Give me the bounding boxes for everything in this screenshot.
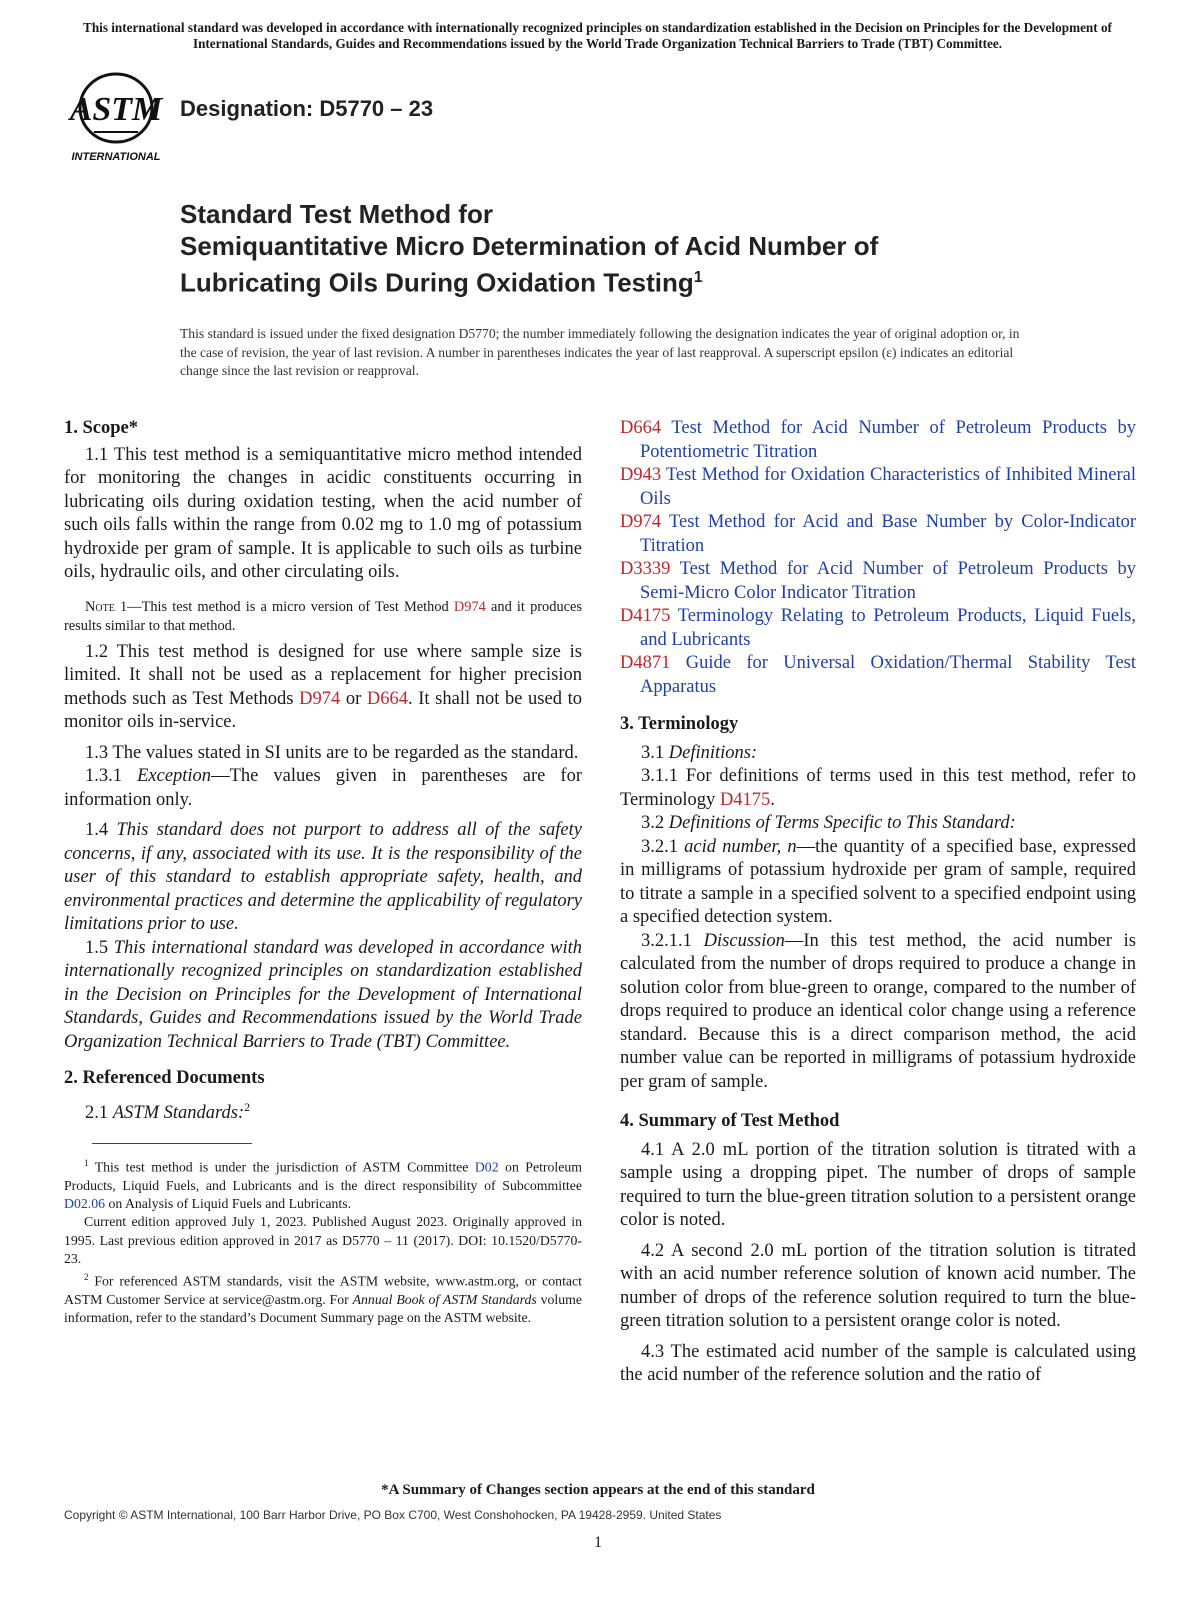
reference-item <box>620 464 1136 511</box>
para-1-3-1 <box>64 765 582 812</box>
reference-code-d974[interactable]: D974 <box>620 512 662 532</box>
reference-code-d3339[interactable]: D3339 <box>620 559 671 579</box>
footnote-1-text-c: on Analysis of Liquid Fuels and Lubricants. <box>105 1196 352 1212</box>
note-1 <box>64 598 582 636</box>
para-1-1: 1.1 This test method is a semiquantitative micro method intended for monitoring the changes in acidic constituents occurring in lubricating oils during oxidation testing, when the acid number of such oils falls within the range from 0.02 mg to 1.0 mg of potassium hydroxide per gram of sample. It is applicable to such oils as turbine oils, hydraulic oils, and other circulating oils. <box>64 444 582 582</box>
title-line-1: Standard Test Method for <box>180 199 493 229</box>
astm-logo <box>64 70 172 166</box>
para-1-5 <box>64 937 582 1055</box>
footnote-2-text-b: volume information, refer to the standard’s Document Summary page on the ASTM website. <box>64 1291 582 1325</box>
reference-item <box>620 511 1136 558</box>
para-3-2 <box>620 812 1136 836</box>
para-1-3: 1.3 The values stated in SI units are to be regarded as the standard. <box>85 742 579 763</box>
footnote-2-mark: 2 <box>84 1271 89 1282</box>
footnote-1-mark: 1 <box>84 1158 89 1169</box>
title-footnote-mark: 1 <box>693 269 703 286</box>
para-2-1-sup: 2 <box>244 1099 251 1114</box>
footnote-1-edition: Current edition approved July 1, 2023. Published August 2023. Originally approved in 1995. Last previous edition approved in 2017 as D5770 – 11 (2017). DOI: 10.1520/D5770-23. <box>64 1214 582 1266</box>
para-1-2 <box>64 641 582 735</box>
footnote-1-ref-d0206[interactable]: D02.06 <box>64 1196 106 1212</box>
para-3-2-text: Definitions of Terms Specific to This Standard: <box>668 813 1016 833</box>
reference-title[interactable]: Test Method for Acid and Base Number by Color-Indicator Titration <box>640 512 1136 556</box>
note-1-text-a: —This test method is a micro version of Test Method <box>127 598 454 615</box>
document-title <box>180 198 1080 299</box>
copyright: Copyright © ASTM International, 100 Barr Harbor Drive, PO Box C700, West Conshohocken, PA 19428-2959. United States <box>64 1508 722 1522</box>
para-2-1-text: ASTM Standards: <box>112 1102 245 1123</box>
footnote-1-text-b: on Petroleum Products, Liquid Fuels, and Lubricants and is the direct responsibility of Subcommittee <box>64 1159 582 1193</box>
para-3-1-1-text-b: . <box>770 789 775 810</box>
footnote-2 <box>64 1268 582 1327</box>
para-1-3-1-text: —The values given in parentheses are for information only. <box>64 766 583 810</box>
para-1-2-text-a: 1.2 This test method is designed for use where sample size is limited. It shall not be used as a replacement for higher precision methods such as Test Methods <box>64 641 582 709</box>
para-1-5-num: 1.5 <box>85 937 114 958</box>
note-1-ref-d974[interactable]: D974 <box>453 598 486 615</box>
footnote-1 <box>64 1154 582 1213</box>
para-3-2-1-text: —the quantity of a specified base, expressed in milligrams of potassium hydroxide per gram of sample, required to titrate a sample in a specified solvent to a specified endpoint using a specified detection system. <box>620 836 1136 927</box>
para-3-2-num: 3.2 <box>641 813 669 833</box>
para-3-2-1-term: acid number, n <box>684 836 797 857</box>
preamble: This standard is issued under the fixed designation D5770; the number immediately following the designation indicates the year of original adoption or, in the case of revision, the year of last revision. A number in parentheses indicates the year of last reapproval. A superscript epsilon (ε) indicates an editorial change since the last revision or reapproval. <box>180 326 1020 378</box>
para-3-1-text: Definitions: <box>668 742 758 763</box>
para-1-5-text: This international standard was developed in accordance with internationally recognized principles on standardization established in the Decision on Principles for the Development of International Standards, Guides and Recommendations issued by the World Trade Organization Technical Barriers to Trade (TBT) Committee. <box>64 937 583 1052</box>
para-3-1-num: 3.1 <box>641 742 669 763</box>
scope-heading: 1. Scope* <box>64 418 138 438</box>
para-1-2-ref-d664[interactable]: D664 <box>366 688 408 709</box>
para-1-2-ref-d974[interactable]: D974 <box>299 688 341 709</box>
para-2-1 <box>64 1096 582 1126</box>
para-1-3-1-term: Exception <box>137 766 212 786</box>
para-4-3: 4.3 The estimated acid number of the sample is calculated using the acid number of the reference solution and the ratio of <box>620 1341 1136 1385</box>
note-1-label: Note 1 <box>85 598 128 615</box>
para-1-2-text-b: . It shall not be used to monitor oils in-service. <box>64 688 582 732</box>
footnote-1-ref-d02[interactable]: D02 <box>474 1159 499 1175</box>
para-3-1-1-ref-d4175[interactable]: D4175 <box>719 789 771 810</box>
title-line-3: Lubricating Oils During Oxidation Testing <box>180 267 694 298</box>
para-4-2: 4.2 A second 2.0 mL portion of the titration solution is titrated with an acid number reference solution of known acid number. The number of drops of the reference solution required to turn the blue-green titration solution to a persistent orange color is noted. <box>620 1240 1136 1331</box>
reference-list <box>620 417 1136 699</box>
designation: Designation: D5770 – 23 <box>180 96 434 121</box>
reference-title[interactable]: Guide for Universal Oxidation/Thermal Stability Test Apparatus <box>640 653 1136 697</box>
footnote-rule <box>92 1143 252 1144</box>
title-line-2: Semiquantitative Micro Determination of Acid Number of <box>180 231 879 261</box>
reference-code-d4175[interactable]: D4175 <box>620 606 671 626</box>
para-3-1-1-text-a: 3.1.1 For definitions of terms used in this test method, refer to Terminology <box>620 766 1136 810</box>
svg-text:INTERNATIONAL: INTERNATIONAL <box>71 151 161 163</box>
page-number: 1 <box>594 1534 602 1551</box>
right-column <box>620 417 1136 1388</box>
reference-item <box>620 605 1136 652</box>
footnote-1-text-a: This test method is under the jurisdiction of ASTM Committee <box>88 1159 475 1175</box>
para-1-3-1-num: 1.3.1 <box>85 766 138 786</box>
summary-heading: 4. Summary of Test Method <box>620 1111 840 1131</box>
para-3-2-1-1 <box>620 930 1136 1095</box>
para-3-2-1 <box>620 836 1136 930</box>
terminology-heading: 3. Terminology <box>620 714 739 734</box>
reference-code-d4871[interactable]: D4871 <box>620 653 671 673</box>
footnote-2-italic: Annual Book of ASTM Standards <box>352 1291 537 1307</box>
para-3-2-1-num: 3.2.1 <box>641 836 685 857</box>
reference-title[interactable]: Test Method for Acid Number of Petroleum Products by Potentiometric Titration <box>640 418 1136 462</box>
summary-of-changes-notice: *A Summary of Changes section appears at the end of this standard <box>381 1482 815 1498</box>
para-3-2-1-1-text: —In this test method, the acid number is calculated from the number of drops required to produce a change in solution color from blue-green to orange, compared to the number of drops required to produce an identical color change using a reference standard. Because this is a direct comparison method, the acid number value can be reported in milligrams of potassium hydroxide per gram of sample. <box>620 930 1136 1092</box>
para-3-2-1-1-term: Discussion <box>703 930 785 951</box>
reference-item <box>620 417 1136 464</box>
footnote-2-text-a: For referenced ASTM standards, visit the ASTM website, www.astm.org, or contact ASTM Customer Service at service@astm.org. For <box>64 1273 582 1307</box>
reference-title[interactable]: Terminology Relating to Petroleum Products, Liquid Fuels, and Lubricants <box>640 606 1136 650</box>
left-column <box>64 417 582 1327</box>
reference-item <box>620 558 1136 605</box>
reference-code-d943[interactable]: D943 <box>620 465 662 485</box>
para-1-4-text: This standard does not purport to address all of the safety concerns, if any, associated with its use. It is the responsibility of the user of this standard to establish appropriate safety, health, and environmental practices and determine the applicability of regulatory limitations prior to use. <box>64 820 582 934</box>
para-3-1-1 <box>620 765 1136 812</box>
para-3-1 <box>620 742 1136 766</box>
para-1-4-num: 1.4 <box>85 820 117 840</box>
svg-text:ASTM: ASTM <box>69 91 163 128</box>
footnotes <box>64 1154 582 1327</box>
para-2-1-num: 2.1 <box>85 1102 113 1123</box>
reference-item <box>620 652 1136 699</box>
para-1-2-or: or <box>340 688 367 709</box>
referenced-heading: 2. Referenced Documents <box>64 1068 265 1088</box>
note-1-text-b: and it produces results similar to that method. <box>64 598 583 634</box>
top-notice: This international standard was developed in accordance with internationally recognized principles on standardization established in the Decision on Principles for the Development of International Standards, Guides and Recommendations issued by the World Trade Organization Technical Barriers to Trade (TBT) Committee. <box>83 20 1112 51</box>
reference-title[interactable]: Test Method for Acid Number of Petroleum Products by Semi-Micro Color Indicator Titration <box>640 559 1136 603</box>
reference-title[interactable]: Test Method for Oxidation Characteristics of Inhibited Mineral Oils <box>640 465 1136 509</box>
para-1-4 <box>64 819 582 937</box>
para-4-1: 4.1 A 2.0 mL portion of the titration solution is titrated with a sample using a dropping pipet. The number of drops of sample required to turn the blue-green titration solution to a persistent orange color is noted. <box>620 1139 1136 1230</box>
reference-code-d664[interactable]: D664 <box>620 418 662 438</box>
para-3-2-1-1-num: 3.2.1.1 <box>641 930 704 951</box>
